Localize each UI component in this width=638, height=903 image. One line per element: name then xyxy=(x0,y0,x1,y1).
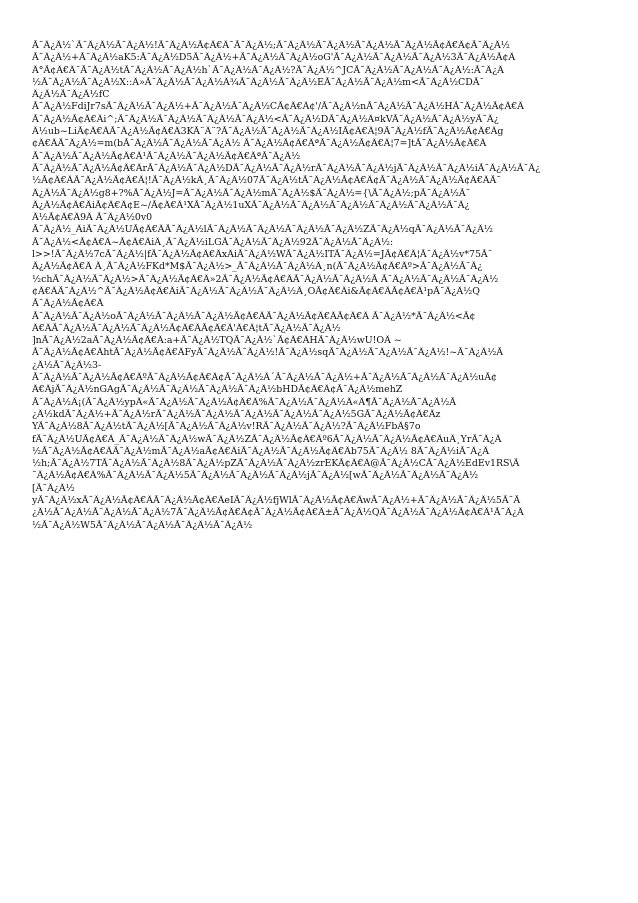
text-line: Ã¯Â¿Â½_ÂiÃ¯Â¿Â½UÃ¢Â€ÂÃ¯Â¿Â½lÃ¯Â¿Â½Ã¯Â¿Â½Ã¯Â¿Â½Ã¯Â¿Â½ZÃ¯Â¿Â½qÃ¯Â¿Â½Ã¯Â¿Â½ xyxy=(32,224,493,236)
text-line: Ã¯Â¿Â½Ã¢Â€Â xyxy=(32,298,104,310)
text-line: Ã¯Â¿Â½Â¡(Ã¯Â¿Â½ypÂ«Ã¯Â¿Â½Ã¯Â¿Â½Ã¢Â€Â%Ã¯Â¿Â½Ã¯Â¿Â½Â«Â¶Ã¯Â¿Â½Ã¯Â¿Â½Ã xyxy=(32,396,457,408)
text-line: [Ã¯Â¿Â½ xyxy=(32,482,75,494)
text-line: ½chÃ¯Â¿Â½Ã¯Â¿Â½>Ã¯Â¿Â½Ã¢Â€Â»2Ã¯Â¿Â½Ã¢Â€ÂÃ¯Â¿Â½Ã¯Â¿Â½Ã Ã¯Â¿Â½Ã¯Â¿Â½Ã¯Â¿Â½ xyxy=(32,273,499,285)
text-line: Ã¯Â¿Â½Ã¢Â€Âi^;Ã¯Â¿Â½Ã¯Â¿Â½Ã¯Â¿Â½Ã¯Â¿Â½<Ã¯Â¿Â½DÃ¯Â¿Â½Â¤kVÃ¯Â¿Â½Ã¯Â¿Â½yÃ¯Â¿ xyxy=(32,113,499,125)
text-line: ½h;Ã¯Â¿Â½7TÃ¯Â¿Â½Ã¯Â¿Â½8Ã¯Â¿Â½pZÃ¯Â¿Â½Ã¯Â¿Â½zrEKÃ¢Â€Â@Ã¯Â¿Â½CÃ¯Â¿Â½EdEv1RS\Ã xyxy=(32,458,520,470)
text-line: Â¿Â½Ã¯Â¿Â½g8+?%Ã¯Â¿Â½J=Ã¯Â¿Â½Ã¯Â¿Â½mÃ¯Â¿Â½$Ã¯Â¿Â½={\Ã¯Â¿Â½;pÃ¯Â¿Â½Ã¯ xyxy=(32,187,471,199)
text-line: ¢Â€ÂÃ¯Â¿Â½^Ã¯Â¿Â½Ã¢Â€ÂiÃ¯Â¿Â½Ã¯Â¿Â½Ã¯Â¿Â½Â¸OÃ¢Â€Âi&Ã¢Â€ÂÃ¢Â€Â¹pÃ¯Â¿Â½Q xyxy=(32,285,480,297)
text-line: Â¿Â½Ã¢Â€ÂiÃ¢Â€Â¢E~/Ã¢Â€Â¹XÃ¯Â¿Â½1uXÃ¯Â¿Â½Ã¯Â¿Â½Ã¯Â¿Â½Ã¯Â¿Â½Ã¯Â¿Â½Ã¯Â¿ xyxy=(32,199,470,211)
text-line: YÃ¯Â¿Â½8Ã¯Â¿Â½tÃ¯Â¿Â½[Ã¯Â¿Â½Ã¯Â¿Â½v!RÃ¯Â¿Â½Ã¯Â¿Â½?Ã¯Â¿Â½FbÂ§7o xyxy=(32,421,421,433)
text-line: Â½ub~LiÃ¢Â€ÂÃ¯Â¿Â½Ã¢Â€Â3KÃ¨Â¨?Ã¯Â¿Â½Ã¯Â¿Â½Ã¯Â¿Â½IÃ¢Â€Â¦9Ã¯Â¿Â½fÃ¯Â¿Â½Ã¢Â€Âg xyxy=(32,126,504,138)
text-line: Ã¯Â¿Â½+Ã¯Â¿Â½aK5:Ã¯Â¿Â½D5Ã¯Â¿Â½+Ã¯Â¿Â½Ã¯Â¿Â½oG'Ã¯Â¿Â½Ã¯Â¿Â½Ã¯Â¿Â½3Ã¯Â¿Â½Ã¢Â xyxy=(32,52,516,64)
text-line: Â€ÂÃ¯Â¿Â½Ã¯Â¿Â½Ã¯Â¿Â½Ã¢Â€ÂÃ¢Â€Â'Â€Â¦tÃ¯Â¿Â½Ã¯Â¿Â½ xyxy=(32,322,341,334)
text-line: Â½Ã¢Â€Â9Â Ã¯Â¿Â½0v0 xyxy=(32,212,153,224)
text-line: ½Ã¢Â€ÂÃ¯Â¿Â½Ã¢Â€Â¦!Ã¯Â¿Â½kÂ¸Ã¯Â¿Â½07Ã¯Â¿Â½tÃ¯Â¿Â½Ã¢Â€Â¢Ã¯Â¿Â½Ã¯Â¿Â½Ã¢Â€ÂÃ¯ xyxy=(32,175,502,187)
garbled-text-document xyxy=(32,40,606,532)
text-line: Ã¯Â¿Â½Ã¯Â¿Â½oÃ¯Â¿Â½Ã¯Â¿Â½Ã¯Â¿Â½Ã¢Â€ÂÃ¯Â¿Â½Ã¢Â€ÂÃ¢Â€Â Ã¯Â¿Â½*Ã¯Â¿Â½<Ã¢ xyxy=(32,310,476,322)
text-line: Ã¯Â¿Â½Ã¢Â€ÂhtÃ¯Â¿Â½Ã¢Â€ÂFyÃ¯Â¿Â½Ã¯Â¿Â½!Ã¯Â¿Â½sqÃ¯Â¿Â½Ã¯Â¿Â½Ã¯Â¿Â½!~Ã¯Â¿Â½Ã xyxy=(32,347,504,359)
text-line: l>>!Ã¯Â¿Â½7cÃ¯Â¿Â½|fÃ¯Â¿Â½Ã¢Â€ÂxÂiÃ¯Â¿Â½WÃ¯Â¿Â½ITÃ¯Â¿Â½=JÃ¢Â€Â¦Ã¯Â¿Â½v*75Ã¯ xyxy=(32,249,493,261)
text-line: Â¿Â½Ã¯Â¿Â½fC xyxy=(32,89,110,101)
text-line: Â°Ã¢Â€Â¯Ã¯Â¿Â½tÃ¯Â¿Â½Ã¯Â¿Â½h`Ã¯Â¿Â½Ã¯Â¿Â½?Ã¯Â¿Â½^JCÃ¯Â¿Â½Ã¯Â¿Â½Ã¯Â¿Â½:Ã¯Â¿Â xyxy=(32,64,504,76)
text-line: ½Ã¯Â¿Â½Ã¢Â€ÂÃ¯Â¿Â½mÃ¯Â¿Â½aÃ¢Â€ÂiÃ¯Â¿Â½Ã¯Â¿Â½Ã¢Â€Âb75Ã¯Â¿Â½ 8Ã¯Â¿Â½iÃ¯Â¿Â xyxy=(32,445,489,457)
text-line: Ã¯Â¿Â½FdiJr7sÃ¯Â¿Â½Ã¯Â¿Â½+Ã¯Â¿Â½Ã¯Â¿Â½CÃ¢Â€Â¢'/Ã¯Â¿Â½nÃ¯Â¿Â½Ã¯Â¿Â½HÃ¯Â¿Â½Ã¢Â€Â xyxy=(32,101,524,113)
text-line: Ã¯Â¿Â½`Ã¯Â¿Â½Ã¯Â¿Â½!Ã¯Â¿Â½Ã¢Â€Â¯Ã¯Â¿Â½;Ã¯Â¿Â½Ã¯Â¿Â½Ã¯Â¿Â½Ã¯Â¿Â½Ã¢Â€Â¢Ã¯Â¿Â½ xyxy=(32,40,510,51)
text-line: fÃ¯Â¿Â½UÃ¢Â€Â_Ã¯Â¿Â½Ã¯Â¿Â½wÃ¯Â¿Â½ZÃ¯Â¿Â½Ã¢Â€Âº6Ã¯Â¿Â½Ã¯Â¿Â½Ã¢Â€ÂuÂ¸YrÃ¯Â¿Â xyxy=(32,433,502,445)
text-line: ]nÃ¯Â¿Â½2aÃ¯Â¿Â½Ã¢Â€Â:a+Ã¯Â¿Â½TQÃ¯Â¿Â½`Ã¢Â€ÂHÃ¯Â¿Â½wU!OÂ ~ xyxy=(32,335,402,347)
text-line: Ã¯Â¿Â½Ã¯Â¿Â½Ã¢Â€Â¹Ã¯Â¿Â½Ã¯Â¿Â½Ã¢Â€ÂªÃ¯Â¿Â½ xyxy=(32,150,301,162)
text-line: ¯Â¿Â½Ã¢Â€Â%Ã¯Â¿Â½Ã¯Â¿Â½5Ã¯Â¿Â½Ã¯Â¿Â½Ã¯Â¿Â½jÃ¯Â¿Â½[wÃ¯Â¿Â½Ã¯Â¿Â½Ã¯Â¿Â½ xyxy=(32,470,479,482)
text-line: ¿Â½kdÃ¯Â¿Â½+Ã¯Â¿Â½rÃ¯Â¿Â½Ã¯Â¿Â½Ã¯Â¿Â½Ã¯Â¿Â½Ã¯Â¿Â½5GÃ¯Â¿Â½Ã¢Â€Âz xyxy=(32,408,441,420)
text-line: Ã¯Â¿Â½Ã¯Â¿Â½Ã¢Â€ÂºÃ¯Â¿Â½Ã¢Â€Â¢Ã¯Â¿Â½Â´Ã¯Â¿Â½Ã¯Â¿Â½+Ã¯Â¿Â½Ã¯Â¿Â½Ã¯Â¿Â½uÃ¢ xyxy=(32,372,497,384)
text-line: ¿Â½Ã¯Â¿Â½3- xyxy=(32,359,102,371)
text-line: ½Ã¯Â¿Â½W5Ã¯Â¿Â½Ã¯Â¿Â½Ã¯Â¿Â½Ã¯Â¿Â½ xyxy=(32,519,253,531)
text-line: ¿Â½Ã¯Â¿Â½Ã¯Â¿Â½Ã¯Â¿Â½7Ã¯Â¿Â½Ã¢Â€Â¢Ã¯Â¿Â½Ã¢Â€Â±Ã¯Â¿Â½QÃ¯Â¿Â½Ã¯Â¿Â½Ã¢Â€Â¹Ã¯Â¿Â xyxy=(32,507,524,519)
text-line: Ã¯Â¿Â½Ã¯Â¿Â½Ã¢Â€ÂrÃ¯Â¿Â½Ã¯Â¿Â½DÃ¯Â¿Â½Ã¯Â¿Â½rÃ¯Â¿Â½Ã¯Â¿Â½jÃ¯Â¿Â½Ã¯Â¿Â½iÃ¯Â¿Â½Ã¯Â¿ xyxy=(32,162,541,174)
text-line: ½Ã¯Â¿Â½Ã¯Â¿Â½X::Â»Ã¯Â¿Â½Ã¯Â¿Â½Â¾Ã¯Â¿Â½Ã¯Â¿Â½EÃ¯Â¿Â½Ã¯Â¿Â½m<Ã¯Â¿Â½CDÃ¯ xyxy=(32,76,485,88)
text-line: yÃ¯Â¿Â½xÃ¯Â¿Â½Ã¢Â€ÂÃ¯Â¿Â½Ã¢Â€ÂeIÃ¯Â¿Â½fjWlÃ¯Â¿Â½Ã¢Â€ÂwÃ¯Â¿Â½+Ã¯Â¿Â½Ã¯Â¿Â½5Ã¯Ã xyxy=(32,494,521,506)
text-line: ¢Â€ÂÃ¯Â¿Â½=m(bÃ¯Â¿Â½Ã¯Â¿Â½Ã¯Â¿Â½ Ã¯Â¿Â½Ã¢Â€ÂªÃ¯Â¿Â½Ã¢Â€Â¦7=]tÃ¯Â¿Â½Ã¢Â€Â xyxy=(32,138,487,150)
text-line: Â€ÂjÃ¯Â¿Â½nGAgÃ¯Â¿Â½Ã¯Â¿Â½Ã¯Â¿Â½Ã¯Â¿Â½bHDÃ¢Â€Â¢Ã¯Â¿Â½mehZ xyxy=(32,384,403,396)
text-line: Â¿Â½Ã¢Â€Â Â¸Ã¯Â¿Â½FKd*M$Ã¯Â¿Â½>_Ã¯Â¿Â½Ã¯Â¿Â½Â¸n(Ã¯Â¿Â½Ã¢Â€Âº>Ã¯Â¿Â½Ã¯Â¿ xyxy=(32,261,483,273)
text-line: Ã¯Â¿Â½<Ã¢Â€Â~Ã¢Â€ÂiÂ¸Ã¯Â¿Â½iLGÃ¯Â¿Â½Ã¯Â¿Â½92Ã¯Â¿Â½Ã¯Â¿Â½: xyxy=(32,236,394,248)
